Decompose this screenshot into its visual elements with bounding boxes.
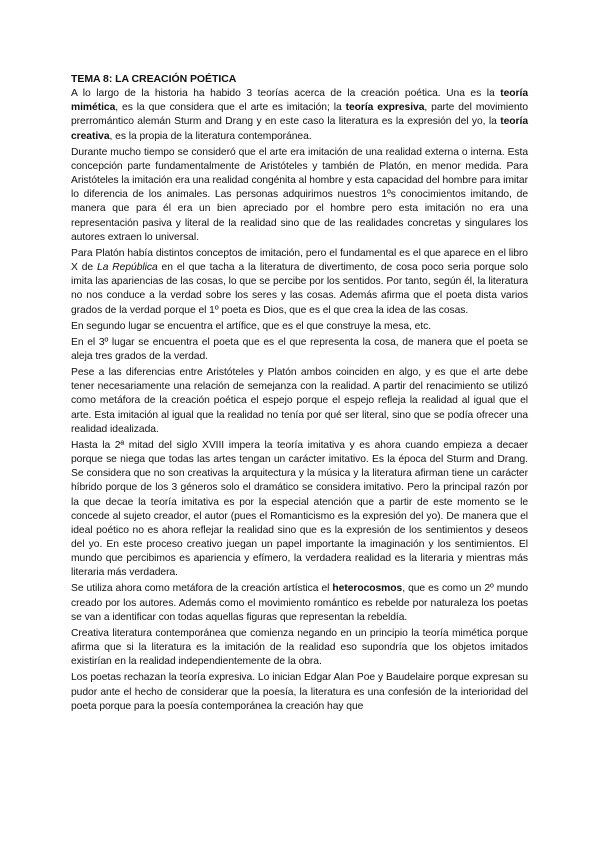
- paragraph-3: Para Platón había distintos conceptos de imitación, pero el fundamental es el que aparece en el libro X de La República en el que tacha a la literatura de divertimento, de cosa poco seria porque solo imita las apariencias de las cosas, lo que se percibe por los sentidos. Por tanto, según él, la literatura no nos conduce a la verdad sobre los seres y las cosas. Además afirma que el poeta dista varios grados de la verdad porque el 1º poeta es Dios, que es el que crea la idea de las cosas.: [71, 247, 528, 316]
- term-expresiva: teoría expresiva: [345, 102, 425, 114]
- paragraph-8: Se utiliza ahora como metáfora de la creación artística el heterocosmos, que es como un 2º mundo creado por los autores. Además como el movimiento romántico es rebelde por naturaleza los poetas se van a identificar con todas aquellas figuras que representan la rebeldía.: [71, 583, 528, 623]
- document-page: [71, 72, 528, 716]
- document-title: TEMA 8: LA CREACIÓN POÉTICA: [71, 73, 237, 85]
- paragraph-4: En segundo lugar se encuentra el artífice, que es el que construye la mesa, etc.: [71, 320, 432, 332]
- paragraph-2: Durante mucho tiempo se consideró que el arte era imitación de una realidad externa o interna. Esta concepción parte fundamentalmente de Aristóteles y también de Platón, en menor medida. Para Aristóteles la imitación era una realidad congénita al hombre y esta capacidad del hombre para imitar lo diferencia de los animales. Las personas adquirimos nuestros 1ºs conocimientos imitando, de manera que para él era un bien apreciado por el hombre pero esta imitación no era una representación pasiva y literal de la realidad sino que de las realidades concretas y singulares los autores extraen lo universal.: [71, 146, 528, 243]
- paragraph-5: En el 3º lugar se encuentra el poeta que es el que representa la cosa, de manera que el poeta se aleja tres grados de la verdad.: [71, 336, 528, 362]
- paragraph-6: Pese a las diferencias entre Aristóteles y Platón ambos coinciden en algo, y es que el arte debe tener necesariamente una relación de semejanza con la realidad. A partir del renacimiento se utilizó como metáfora de la creación poética el espejo porque el espejo refleja la realidad al igual que el arte. Esta imitación al igual que la realidad no tenía por qué ser literal, sino que se podía ofrecer una realidad idealizada.: [71, 367, 528, 435]
- term-mimetica: teoría mimética: [71, 88, 528, 114]
- book-title-republica: La República: [97, 262, 158, 274]
- term-heterocosmos: heterocosmos: [332, 583, 403, 595]
- paragraph-1: A lo largo de la historia ha habido 3 teorías acerca de la creación poética. Una es la teoría mimética, es la que considera que el arte es imitación; la teoría expresiva, parte del movimiento prerromántico alemán Sturm and Drang y en este caso la literatura es la expresión del yo, la teoría creativa, es la propia de la literatura contemporánea.: [71, 88, 528, 142]
- paragraph-10: Los poetas rechazan la teoría expresiva. Lo inician Edgar Alan Poe y Baudelaire porque expresan su pudor ante el hecho de considerar que la poesía, la literatura es una confesión de la interioridad del poeta porque para la poesía contemporánea la creación hay que: [71, 672, 528, 712]
- term-creativa: teoría creativa: [71, 116, 528, 142]
- paragraph-7: Hasta la 2ª mitad del siglo XVIII impera la teoría imitativa y es ahora cuando empieza a decaer porque se niega que todas las artes tengan un carácter imitativo. Es la época del Sturm and Drang. Se considera que no son creativas la arquitectura y la música y la literatura afirman tiene un carácter híbrido porque de los 3 géneros solo el dramático se considera imitativo. Pero la principal razón por la que decae la teoría imitativa es por la especial atención que a partir de este momento se le concede al sujeto creador, el autor (pues el Romanticismo es la expresión del yo). De manera que el ideal poético no es ahora reflejar la realidad sino que es la expresión de los sentimientos y deseos del yo. En este proceso creativo juegan un papel importante la imaginación y los sentimientos. El mundo que percibimos es apariencia y efímero, la verdadera realidad es la literaria y mientras más literaria más verdadera.: [71, 439, 528, 579]
- paragraph-9: Creativa literatura contemporánea que comienza negando en un principio la teoría mimética porque afirma que si la literatura es la imitación de la realidad eso supondría que los objetos imitados existirían en la realidad independientemente de la obra.: [71, 627, 528, 668]
